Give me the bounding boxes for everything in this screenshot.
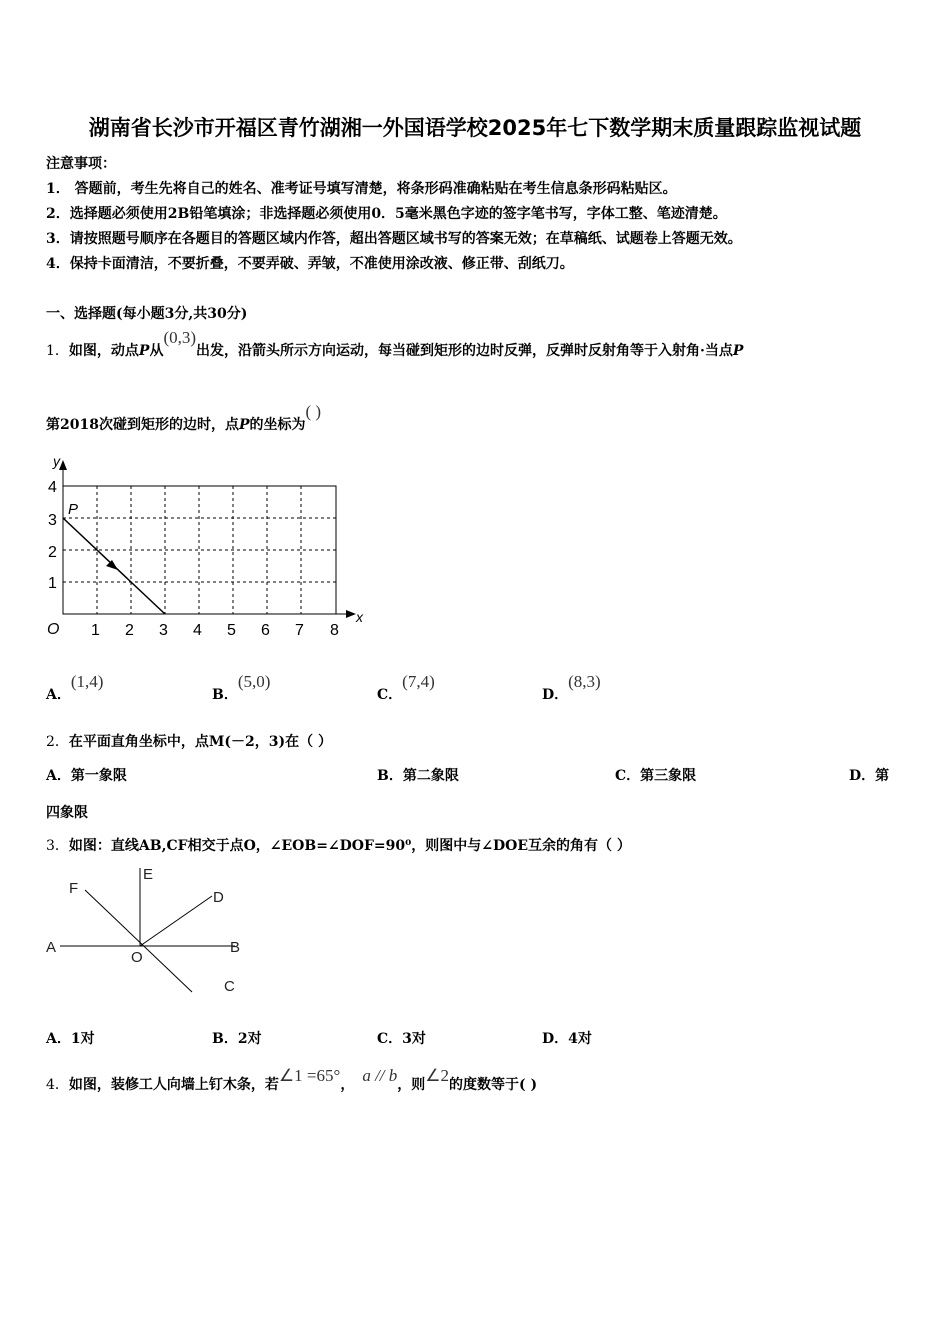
section-heading: 一、选择题(每小题3分,共30分) bbox=[46, 306, 248, 322]
q1-text: 从 bbox=[149, 343, 164, 359]
option-letter: D． bbox=[849, 768, 876, 784]
x-tick: 8 bbox=[330, 622, 339, 639]
option-letter: B． bbox=[212, 687, 238, 703]
question-1 bbox=[46, 328, 744, 360]
q2-option-c[interactable] bbox=[615, 765, 696, 785]
question-3 bbox=[46, 835, 631, 855]
label-f: F bbox=[69, 880, 79, 897]
direction-arrow-icon bbox=[106, 560, 118, 570]
notice-item: 2．选择题必须使用2B铅笔填涂；非选择题必须使用0．5毫米黑色字迹的签字笔书写，字体工整、笔迹清楚。 bbox=[46, 206, 727, 222]
q3-option-b[interactable] bbox=[212, 1028, 262, 1048]
q2-text: 在平面直角坐标中，点M(－2，3)在（ ） bbox=[68, 734, 333, 750]
option-letter: A． bbox=[46, 687, 71, 703]
y-tick-labels bbox=[48, 479, 57, 592]
q1-text: 的坐标为 bbox=[249, 417, 306, 433]
x-tick: 5 bbox=[227, 622, 236, 639]
option-letter: C． bbox=[615, 768, 641, 784]
y-tick: 3 bbox=[48, 512, 57, 529]
y-tick: 4 bbox=[48, 479, 57, 496]
y-axis-label: y bbox=[53, 453, 60, 469]
x-tick: 3 bbox=[159, 622, 168, 639]
q3-text: 如图：直线AB,CF相交于点O，∠EOB=∠DOF=90⁰，则图中与∠DOE互余的角有（ ） bbox=[68, 838, 631, 854]
option-value: (1,4) bbox=[70, 672, 104, 691]
q1-text: 第2018次碰到矩形的边时，点 bbox=[46, 417, 239, 433]
option-letter: A． bbox=[46, 768, 71, 784]
q3-angle-figure bbox=[40, 860, 260, 1005]
y-axis-arrow-icon bbox=[59, 460, 67, 470]
q3-option-a[interactable] bbox=[46, 1028, 95, 1048]
option-value: 第二象限 bbox=[402, 768, 459, 784]
x-axis-label: x bbox=[356, 609, 363, 625]
x-tick: 4 bbox=[193, 622, 202, 639]
option-letter: D． bbox=[542, 1031, 569, 1047]
q1-option-c[interactable] bbox=[377, 672, 435, 704]
point-p: P bbox=[238, 417, 250, 433]
notice-item: 3．请按照题号顺序在各题目的答题区域内作答，超出答题区域书写的答案无效；在草稿纸、试题卷上答题无效。 bbox=[46, 231, 742, 247]
question-number: 4． bbox=[46, 1077, 69, 1093]
origin-label: O bbox=[47, 621, 60, 638]
q1-option-d[interactable] bbox=[542, 672, 601, 704]
start-point: (0,3) bbox=[163, 328, 197, 347]
option-letter: C． bbox=[377, 1031, 403, 1047]
page-title: 湖南省长沙市开福区青竹湖湘一外国语学校2025年七下数学期末质量跟踪监视试题 bbox=[88, 116, 862, 140]
parallel-condition: a // b bbox=[362, 1066, 398, 1085]
question-1-line2 bbox=[46, 402, 322, 434]
question-4 bbox=[46, 1066, 538, 1094]
option-letter: B． bbox=[377, 768, 403, 784]
angle-2: ∠2 bbox=[425, 1066, 450, 1085]
label-a: A bbox=[46, 939, 57, 956]
option-value: (5,0) bbox=[237, 672, 271, 691]
q1-option-b[interactable] bbox=[212, 672, 271, 704]
q2-option-a[interactable] bbox=[46, 765, 127, 785]
question-number: 1． bbox=[46, 343, 69, 359]
q3-option-d[interactable] bbox=[542, 1028, 592, 1048]
q1-option-a[interactable] bbox=[46, 672, 104, 704]
option-letter: D． bbox=[542, 687, 569, 703]
option-letter: C． bbox=[377, 687, 403, 703]
point-p: P bbox=[138, 343, 150, 359]
q4-text: ， bbox=[340, 1077, 355, 1093]
angle-1-value: ∠1 =65° bbox=[278, 1066, 341, 1085]
q4-text: ，则 bbox=[397, 1077, 426, 1093]
x-tick: 6 bbox=[261, 622, 270, 639]
option-value: 第一象限 bbox=[70, 768, 127, 784]
line-cf bbox=[85, 890, 192, 992]
q1-coordinate-graph bbox=[40, 450, 380, 645]
q4-text: 如图，装修工人向墙上钉木条，若 bbox=[68, 1077, 279, 1093]
x-tick-labels bbox=[91, 622, 339, 639]
notice-heading: 注意事项： bbox=[46, 156, 116, 172]
q2-option-d[interactable] bbox=[849, 765, 889, 785]
q1-text: 如图，动点 bbox=[68, 343, 139, 359]
q2-option-b[interactable] bbox=[377, 765, 459, 785]
option-value: (7,4) bbox=[402, 672, 435, 691]
y-tick: 2 bbox=[48, 544, 57, 561]
option-value: 2对 bbox=[237, 1031, 262, 1047]
option-letter: B． bbox=[212, 1031, 238, 1047]
notice-item: 1． 答题前，考生先将自己的姓名、准考证号填写清楚，将条形码准确粘贴在考生信息条形码粘贴区。 bbox=[46, 181, 677, 197]
option-letter: A． bbox=[46, 1031, 71, 1047]
label-o: O bbox=[131, 949, 143, 966]
label-d: D bbox=[213, 889, 224, 906]
ray-od bbox=[140, 896, 212, 946]
x-axis-arrow-icon bbox=[346, 610, 356, 618]
x-tick: 1 bbox=[91, 622, 100, 639]
q3-option-c[interactable] bbox=[377, 1028, 426, 1048]
option-value: 4对 bbox=[568, 1031, 592, 1047]
x-tick: 2 bbox=[125, 622, 134, 639]
point-p-label: P bbox=[68, 501, 79, 518]
label-b: B bbox=[230, 939, 241, 956]
label-e: E bbox=[143, 866, 154, 883]
notice-item: 4．保持卡面清洁，不要折叠，不要弄破、弄皱，不准使用涂改液、修正带、刮纸刀。 bbox=[46, 256, 574, 272]
q1-text: 出发，沿箭头所示方向运动，每当碰到矩形的边时反弹，反弹时反射角等于入射角·当点 bbox=[196, 343, 733, 359]
answer-blank: ( ) bbox=[305, 402, 322, 421]
question-number: 3． bbox=[46, 838, 69, 854]
option-value: 第三象限 bbox=[640, 768, 697, 784]
y-tick: 1 bbox=[48, 575, 57, 592]
option-value: 1对 bbox=[70, 1031, 95, 1047]
question-number: 2． bbox=[46, 734, 69, 750]
q2-option-d-wrap: 四象限 bbox=[46, 805, 88, 821]
q4-text: 的度数等于( ) bbox=[449, 1077, 538, 1093]
option-value: (8,3) bbox=[568, 672, 601, 691]
question-2 bbox=[46, 731, 332, 751]
option-value: 3对 bbox=[402, 1031, 426, 1047]
x-tick: 7 bbox=[295, 622, 304, 639]
option-value: 第 bbox=[875, 768, 890, 784]
label-c: C bbox=[224, 978, 235, 995]
point-p: P bbox=[732, 343, 744, 359]
grid-lines bbox=[63, 486, 336, 614]
